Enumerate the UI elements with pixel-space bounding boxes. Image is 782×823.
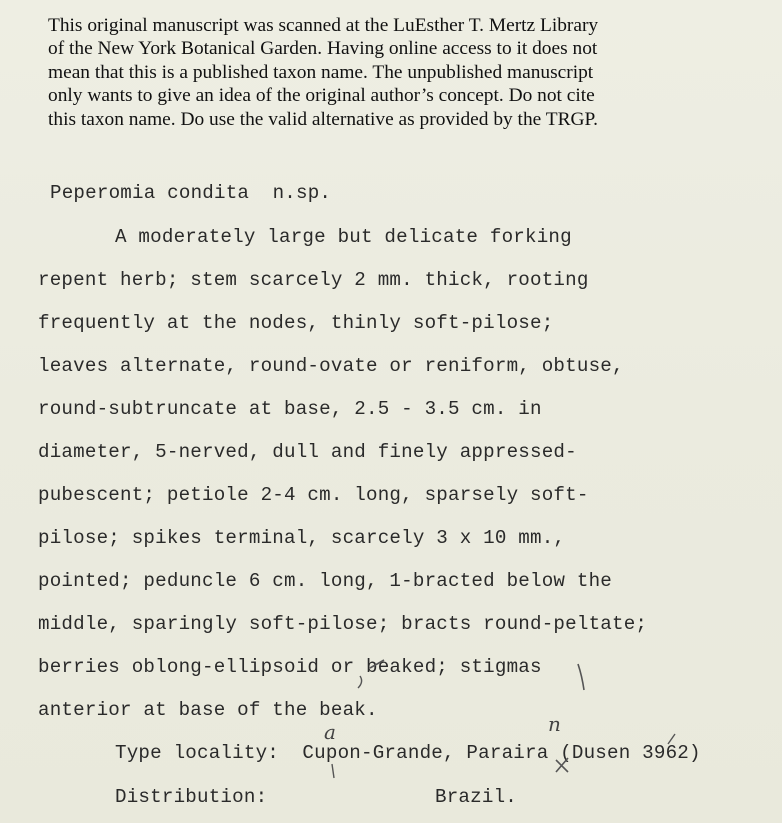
description-line: diameter, 5-nerved, dull and finely appressed-	[38, 441, 577, 463]
description-line: frequently at the nodes, thinly soft-pilose;	[38, 312, 554, 334]
description-line: pointed; peduncle 6 cm. long, 1-bracted below the	[38, 570, 613, 592]
strike-or-mark	[370, 660, 384, 668]
notice-line: This original manuscript was scanned at the LuEsther T. Mertz Library	[48, 15, 599, 36]
description-line: repent herb; stem scarcely 2 mm. thick, rooting	[38, 269, 589, 291]
description-line: anterior at base of the beak.	[38, 699, 378, 721]
description-line: pilose; spikes terminal, scarcely 3 x 10 mm.,	[38, 527, 566, 549]
species-title: Peperomia condita n.sp.	[50, 182, 332, 204]
description-line: leaves alternate, round-ovate or reniform, obtuse,	[38, 355, 624, 377]
distribution-label: Distribution:	[115, 786, 268, 808]
description-line: pubescent; petiole 2-4 cm. long, sparsely soft-	[38, 484, 589, 506]
type-locality: Type locality: Cupon-Grande, Paraira (Dusen 3962)	[115, 742, 701, 764]
cupon-mark	[332, 764, 334, 778]
notice-line: only wants to give an idea of the original author’s concept. Do not cite	[48, 85, 595, 107]
insertion-mark	[358, 676, 362, 688]
accent-mark	[668, 734, 675, 744]
handwritten-correction-a: a	[324, 720, 336, 744]
cross-mark	[556, 758, 568, 772]
notice-line: of the New York Botanical Garden. Having online access to it does not	[48, 38, 598, 60]
notice-line: mean that this is a published taxon name. The unpublished manuscript	[48, 61, 594, 83]
description-line: round-subtruncate at base, 2.5 - 3.5 cm. in	[38, 398, 542, 420]
description-line: A moderately large but delicate forking	[115, 226, 572, 248]
stigmas-mark	[578, 664, 584, 690]
notice-line: this taxon name. Do use the valid alternative as provided by the TRGP.	[48, 108, 599, 130]
description-line: middle, sparingly soft-pilose; bracts round-peltate;	[38, 613, 648, 635]
distribution-value: Brazil.	[435, 786, 518, 808]
description-line: berries oblong-ellipsoid or beaked; stigmas	[38, 656, 542, 678]
handwritten-correction-n: n	[548, 712, 561, 736]
